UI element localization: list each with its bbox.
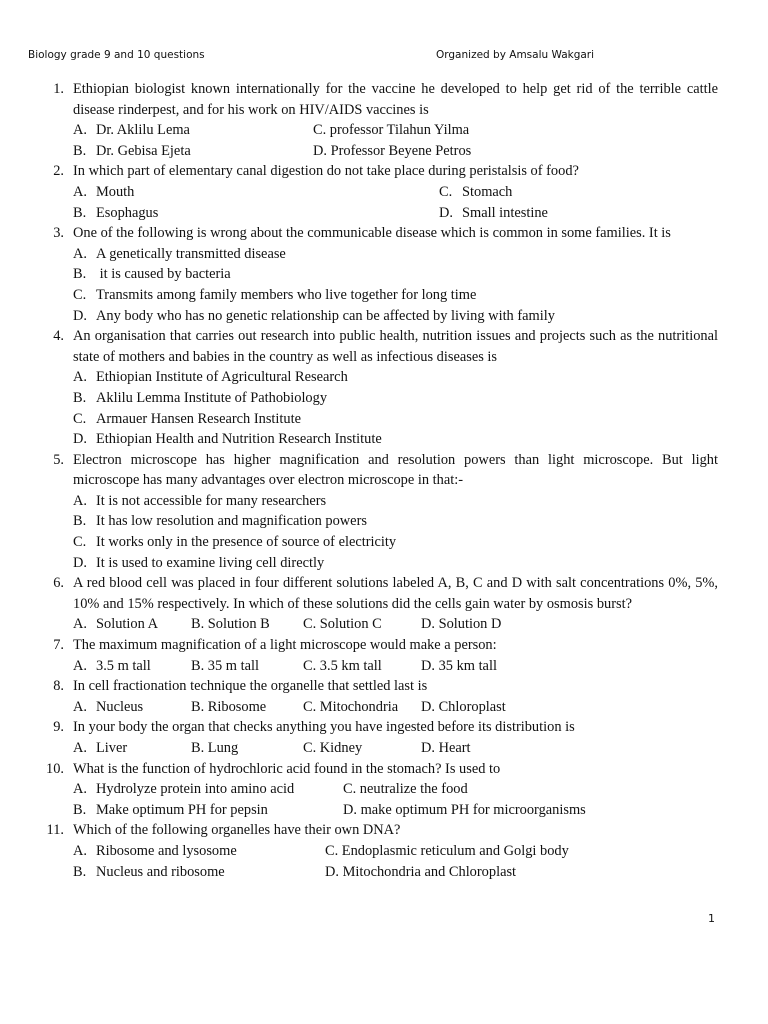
answer-option (73, 511, 367, 532)
option-row (73, 141, 718, 162)
question-number: 8. (53, 678, 64, 695)
answer-option (191, 614, 270, 635)
answer-option (325, 862, 516, 883)
answer-option (73, 738, 127, 759)
option-letter: A. (73, 122, 87, 139)
option-text: Small intestine (462, 204, 548, 221)
question-text: Which of the following organelles have their own DNA? (73, 822, 401, 839)
option-text: Transmits among family members who live together for long time (96, 286, 477, 303)
option-text: it is caused by bacteria (96, 266, 231, 283)
answer-option (73, 120, 190, 141)
answer-option (303, 614, 382, 635)
page-number: 1 (708, 912, 715, 925)
option-letter: A. (73, 369, 87, 386)
option-row (73, 182, 718, 203)
author-credit: Organized by Amsalu Wakgari (436, 49, 595, 61)
answer-option (439, 203, 548, 224)
answer-option (421, 656, 497, 677)
answer-option (421, 697, 506, 718)
option-text: It is used to examine living cell directly (96, 554, 325, 571)
answer-option (73, 409, 301, 430)
option-row (73, 285, 718, 306)
option-row (73, 862, 718, 883)
question-number: 6. (53, 575, 64, 592)
answer-option (73, 388, 327, 409)
option-row (73, 264, 718, 285)
option-row (73, 367, 718, 388)
option-text: Solution A (96, 616, 158, 633)
question-text: What is the function of hydrochloric acid found in the stomach? Is used to (73, 760, 501, 777)
option-letter: A. (73, 657, 87, 674)
question-number: 11. (46, 822, 64, 839)
question-number: 4. (53, 328, 64, 345)
answer-option (421, 738, 471, 759)
option-text: Aklilu Lemma Institute of Pathobiology (96, 389, 328, 406)
option-text: B. Lung (191, 740, 239, 756)
option-text: D. 35 km tall (421, 657, 497, 674)
question-text: In which part of elementary canal digestion do not take place during peristalsis of food? (73, 163, 579, 180)
answer-option (73, 367, 348, 388)
option-text: It has low resolution and magnification powers (96, 513, 367, 530)
option-letter: C. (439, 183, 453, 200)
document-title: Biology grade 9 and 10 questions (28, 49, 205, 61)
answer-option (73, 841, 237, 862)
option-letter: A. (73, 245, 87, 262)
option-text: Esophagus (96, 204, 159, 221)
option-row (73, 429, 718, 450)
question-text: Ethiopian biologist known internationally for the vaccine he developed to help get rid of the terrible cattle disease rinderpest, and for his work on HIV/AIDS vaccines is (73, 81, 718, 118)
question-item (38, 820, 718, 882)
question-text: An organisation that carries out research into public health, nutrition issues and projects such as the nutritional state of mothers and babies in the country as well as infectious diseases is (73, 328, 718, 365)
option-text: C. Solution C (303, 616, 382, 633)
option-row (73, 306, 718, 327)
option-text: C. professor Tilahun Yilma (313, 122, 470, 139)
option-text: D. Mitochondria and Chloroplast (325, 863, 517, 880)
option-text: Dr. Gebisa Ejeta (96, 142, 191, 159)
question-number: 3. (53, 225, 64, 242)
option-text: Make optimum PH for pepsin (96, 801, 268, 818)
option-letter: B. (73, 204, 87, 221)
option-text: It is not accessible for many researchers (96, 492, 327, 509)
option-text: D. make optimum PH for microorganisms (343, 801, 586, 818)
answer-option (73, 779, 294, 800)
option-text: C. Endoplasmic reticulum and Golgi body (325, 842, 569, 859)
option-row (73, 553, 718, 574)
option-row (73, 120, 718, 141)
option-row (73, 738, 718, 759)
option-letter: D. (439, 204, 453, 221)
option-text: Dr. Aklilu Lema (96, 122, 190, 139)
question-text: One of the following is wrong about the communicable disease which is common in some families. It is (73, 225, 671, 242)
answer-option (73, 553, 324, 574)
option-text: C. Kidney (303, 740, 363, 756)
answer-option (73, 182, 134, 203)
question-number: 5. (53, 451, 64, 468)
option-row (73, 800, 718, 821)
question-text: In your body the organ that checks anything you have ingested before its distribution is (73, 719, 575, 736)
option-text: Any body who has no genetic relationship can be affected by living with family (96, 307, 555, 324)
answer-option (439, 182, 512, 203)
answer-option (191, 697, 266, 718)
question-item (38, 759, 718, 821)
option-text: Nucleus and ribosome (96, 863, 225, 880)
answer-option (73, 614, 158, 635)
question-number: 9. (53, 719, 64, 736)
question-item (38, 717, 718, 758)
answer-option (343, 800, 586, 821)
question-item (38, 450, 718, 574)
option-text: B. 35 m tall (191, 657, 259, 674)
answer-option (73, 285, 476, 306)
option-letter: A. (73, 781, 87, 798)
option-text: Nucleus (96, 698, 144, 715)
option-row (73, 532, 718, 553)
option-text: Ethiopian Institute of Agricultural Research (96, 369, 348, 386)
question-item (38, 79, 718, 161)
option-row (73, 491, 718, 512)
option-row (73, 779, 718, 800)
answer-option (73, 800, 268, 821)
option-letter: D. (73, 431, 87, 448)
option-row (73, 697, 718, 718)
answer-option (73, 244, 286, 265)
option-letter: B. (73, 266, 87, 283)
answer-option (73, 697, 143, 718)
question-text: Electron microscope has higher magnification and resolution powers than light microscope. But light microscope has many advantages over electron microscope in that:- (73, 451, 718, 489)
page-header (28, 49, 728, 61)
option-text: C. neutralize the food (343, 781, 468, 798)
option-row (73, 409, 718, 430)
question-list (38, 79, 718, 882)
answer-option (343, 779, 468, 800)
option-letter: B. (73, 513, 87, 530)
answer-option (303, 697, 398, 718)
answer-option (73, 656, 151, 677)
option-text: Liver (96, 740, 128, 756)
option-text: Mouth (96, 183, 135, 200)
question-number: 2. (53, 163, 64, 180)
answer-option (73, 141, 191, 162)
answer-option (303, 738, 362, 759)
option-text: D. Solution D (421, 616, 502, 633)
option-letter: A. (73, 698, 87, 715)
option-letter: A. (73, 492, 87, 509)
option-text: C. 3.5 km tall (303, 657, 382, 674)
option-text: Ethiopian Health and Nutrition Research Institute (96, 431, 382, 448)
option-row (73, 388, 718, 409)
option-letter: A. (73, 183, 87, 200)
question-item (38, 573, 718, 635)
option-text: Hydrolyze protein into amino acid (96, 781, 295, 798)
option-row (73, 244, 718, 265)
option-letter: A. (73, 616, 87, 633)
option-row (73, 203, 718, 224)
answer-option (191, 656, 259, 677)
option-text: D. Chloroplast (421, 698, 506, 715)
option-letter: B. (73, 863, 87, 880)
option-row (73, 511, 718, 532)
option-text: D. Professor Beyene Petros (313, 142, 472, 159)
option-letter: A. (73, 740, 87, 756)
question-item (38, 326, 718, 450)
option-letter: C. (73, 534, 87, 551)
answer-option (73, 203, 158, 224)
option-text: B. Solution B (191, 616, 270, 633)
question-item (38, 635, 718, 676)
question-text: In cell fractionation technique the organelle that settled last is (73, 678, 428, 695)
question-number: 1. (53, 81, 64, 97)
option-letter: D. (73, 554, 87, 571)
answer-option (191, 738, 238, 759)
answer-option (73, 429, 382, 450)
option-row (73, 841, 718, 862)
option-text: A genetically transmitted disease (96, 245, 286, 262)
question-item (38, 676, 718, 717)
option-letter: C. (73, 286, 87, 303)
option-text: C. Mitochondria (303, 698, 399, 715)
option-letter: C. (73, 410, 87, 427)
answer-option (73, 532, 396, 553)
option-letter: B. (73, 142, 87, 159)
answer-option (73, 306, 555, 327)
option-text: B. Ribosome (191, 698, 267, 715)
option-row (73, 614, 718, 635)
answer-option (313, 120, 469, 141)
answer-option (73, 491, 326, 512)
option-text: Stomach (462, 183, 513, 200)
question-item (38, 223, 718, 326)
answer-option (73, 862, 225, 883)
question-number: 10. (46, 760, 64, 777)
option-text: Ribosome and lysosome (96, 842, 237, 859)
answer-option (313, 141, 471, 162)
option-text: D. Heart (421, 740, 471, 756)
option-row (73, 656, 718, 677)
question-text: A red blood cell was placed in four different solutions labeled A, B, C and D with salt concentrations 0%, 5%, 10% and 15% respectively. In which of these solutions did the cells gain water by osmosis burst? (73, 575, 718, 612)
answer-option (325, 841, 569, 862)
answer-option (303, 656, 382, 677)
option-text: It works only in the presence of source of electricity (96, 534, 397, 551)
option-letter: B. (73, 801, 87, 818)
answer-option (421, 614, 501, 635)
option-text: Armauer Hansen Research Institute (96, 410, 301, 427)
option-letter: B. (73, 389, 87, 406)
question-item (38, 161, 718, 223)
option-letter: D. (73, 307, 87, 324)
option-letter: A. (73, 842, 87, 859)
option-text: 3.5 m tall (96, 657, 151, 674)
question-number: 7. (53, 637, 64, 654)
answer-option (73, 264, 231, 285)
question-text: The maximum magnification of a light microscope would make a person: (73, 637, 497, 654)
